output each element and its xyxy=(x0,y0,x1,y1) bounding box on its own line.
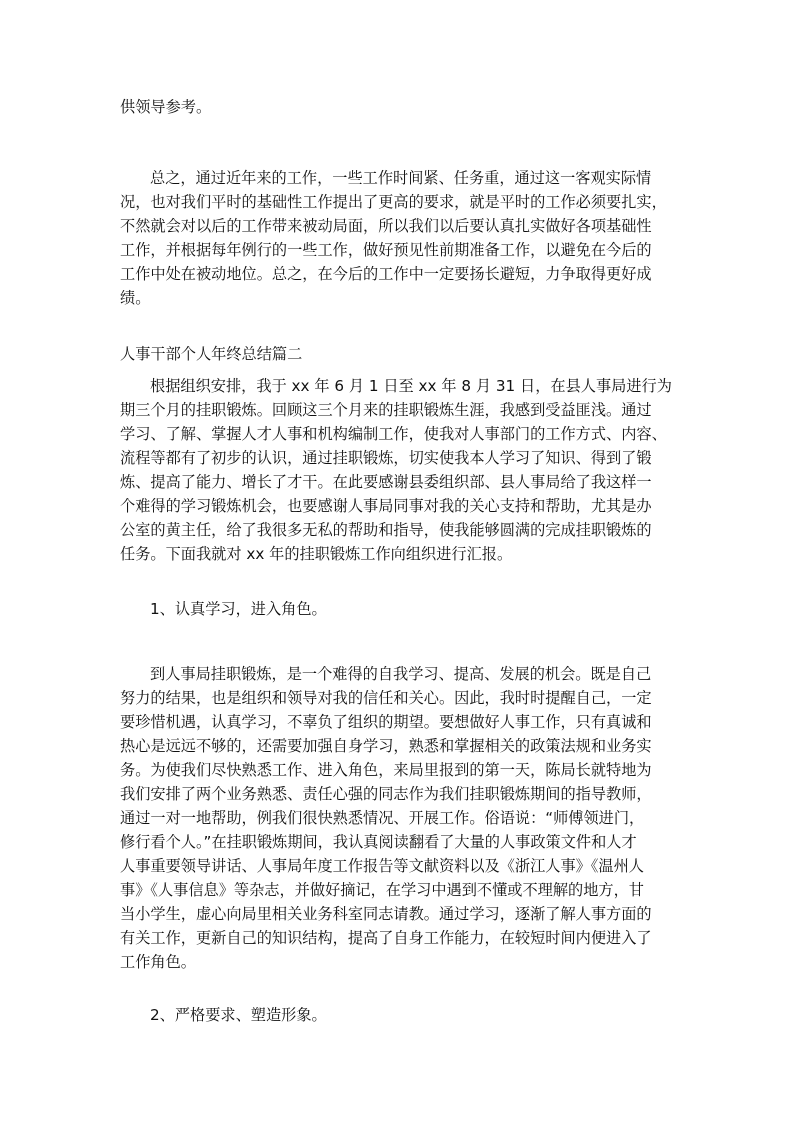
item-1-title: 1、认真学习，进入角色。 xyxy=(150,600,327,618)
paragraph-line: 流程等都有了初步的认识，通过挂职锻炼，切实使我本人学习了知识、得到了锻 xyxy=(120,449,652,467)
paragraph-line: 根据组织安排，我于 xx 年 6 月 1 日至 xx 年 8 月 31 日，在县人事局进行为 xyxy=(150,377,672,395)
paragraph-line: 务。为使我们尽快熟悉工作、进入角色，来局里报到的第一天，陈局长就特地为 xyxy=(120,761,652,779)
paragraph-line: 绩。 xyxy=(120,289,151,307)
paragraph-line: 当小学生，虚心向局里相关业务科室同志请教。通过学习，逐渐了解人事方面的 xyxy=(120,905,652,923)
paragraph-line: 到人事局挂职锻炼，是一个难得的自我学习、提高、发展的机会。既是自己 xyxy=(150,665,652,683)
paragraph-line: 通过一对一地帮助，例我们很快熟悉情况、开展工作。俗语说：“师傅领进门， xyxy=(120,809,645,827)
paragraph-line: 工作中处在被动地位。总之，在今后的工作中一定要扬长避短，力争取得更好成 xyxy=(120,265,652,283)
paragraph-line: 学习、了解、掌握人才人事和机构编制工作，使我对人事部门的工作方式、内容、 xyxy=(120,425,667,443)
paragraph-line: 事》《人事信息》等杂志，并做好摘记，在学习中遇到不懂或不理解的地方，甘 xyxy=(120,881,644,899)
paragraph-line: 公室的黄主任，给了我很多无私的帮助和指导，使我能够圆满的完成挂职锻炼的 xyxy=(120,521,652,539)
paragraph-line: 工作角色。 xyxy=(120,953,196,971)
paragraph-line: 工作，并根据每年例行的一些工作，做好预见性前期准备工作，以避免在今后的 xyxy=(120,241,652,259)
paragraph-line: 况，也对我们平时的基础性工作提出了更高的要求，就是平时的工作必须要扎实， xyxy=(120,193,667,211)
section-title: 人事干部个人年终总结篇二 xyxy=(120,345,303,363)
paragraph-line: 有关工作，更新自己的知识结构，提高了自身工作能力，在较短时间内便进入了 xyxy=(120,929,652,947)
paragraph-line: 我们安排了两个业务熟悉、责任心强的同志作为我们挂职锻炼期间的指导教师， xyxy=(120,785,652,803)
paragraph-line: 努力的结果，也是组织和领导对我的信任和关心。因此，我时时提醒自己，一定 xyxy=(120,689,652,707)
item-2-title: 2、严格要求、塑造形象。 xyxy=(150,1006,327,1024)
paragraph-line: 修行看个人。”在挂职锻炼期间，我认真阅读翻看了大量的人事政策文件和人才 xyxy=(120,833,637,851)
paragraph-line: 总之，通过近年来的工作，一些工作时间紧、任务重，通过这一客观实际情 xyxy=(150,169,652,187)
paragraph-line: 个难得的学习锻炼机会，也要感谢人事局同事对我的关心支持和帮助，尤其是办 xyxy=(120,497,652,515)
paragraph-line: 任务。下面我就对 xx 年的挂职锻炼工作向组织进行汇报。 xyxy=(120,545,513,563)
paragraph-line: 供领导参考。 xyxy=(120,98,212,116)
paragraph-line: 热心是远远不够的，还需要加强自身学习，熟悉和掌握相关的政策法规和业务实 xyxy=(120,737,652,755)
paragraph-line: 人事重要领导讲话、人事局年度工作报告等文献资料以及《浙江人事》《温州人 xyxy=(120,857,644,875)
paragraph-line: 要珍惜机遇，认真学习，不辜负了组织的期望。要想做好人事工作，只有真诚和 xyxy=(120,713,652,731)
paragraph-line: 炼、提高了能力、增长了才干。在此要感谢县委组织部、县人事局给了我这样一 xyxy=(120,473,652,491)
paragraph-line: 期三个月的挂职锻炼。回顾这三个月来的挂职锻炼生涯，我感到受益匪浅。通过 xyxy=(120,401,652,419)
paragraph-line: 不然就会对以后的工作带来被动局面，所以我们以后要认真扎实做好各项基础性 xyxy=(120,217,652,235)
